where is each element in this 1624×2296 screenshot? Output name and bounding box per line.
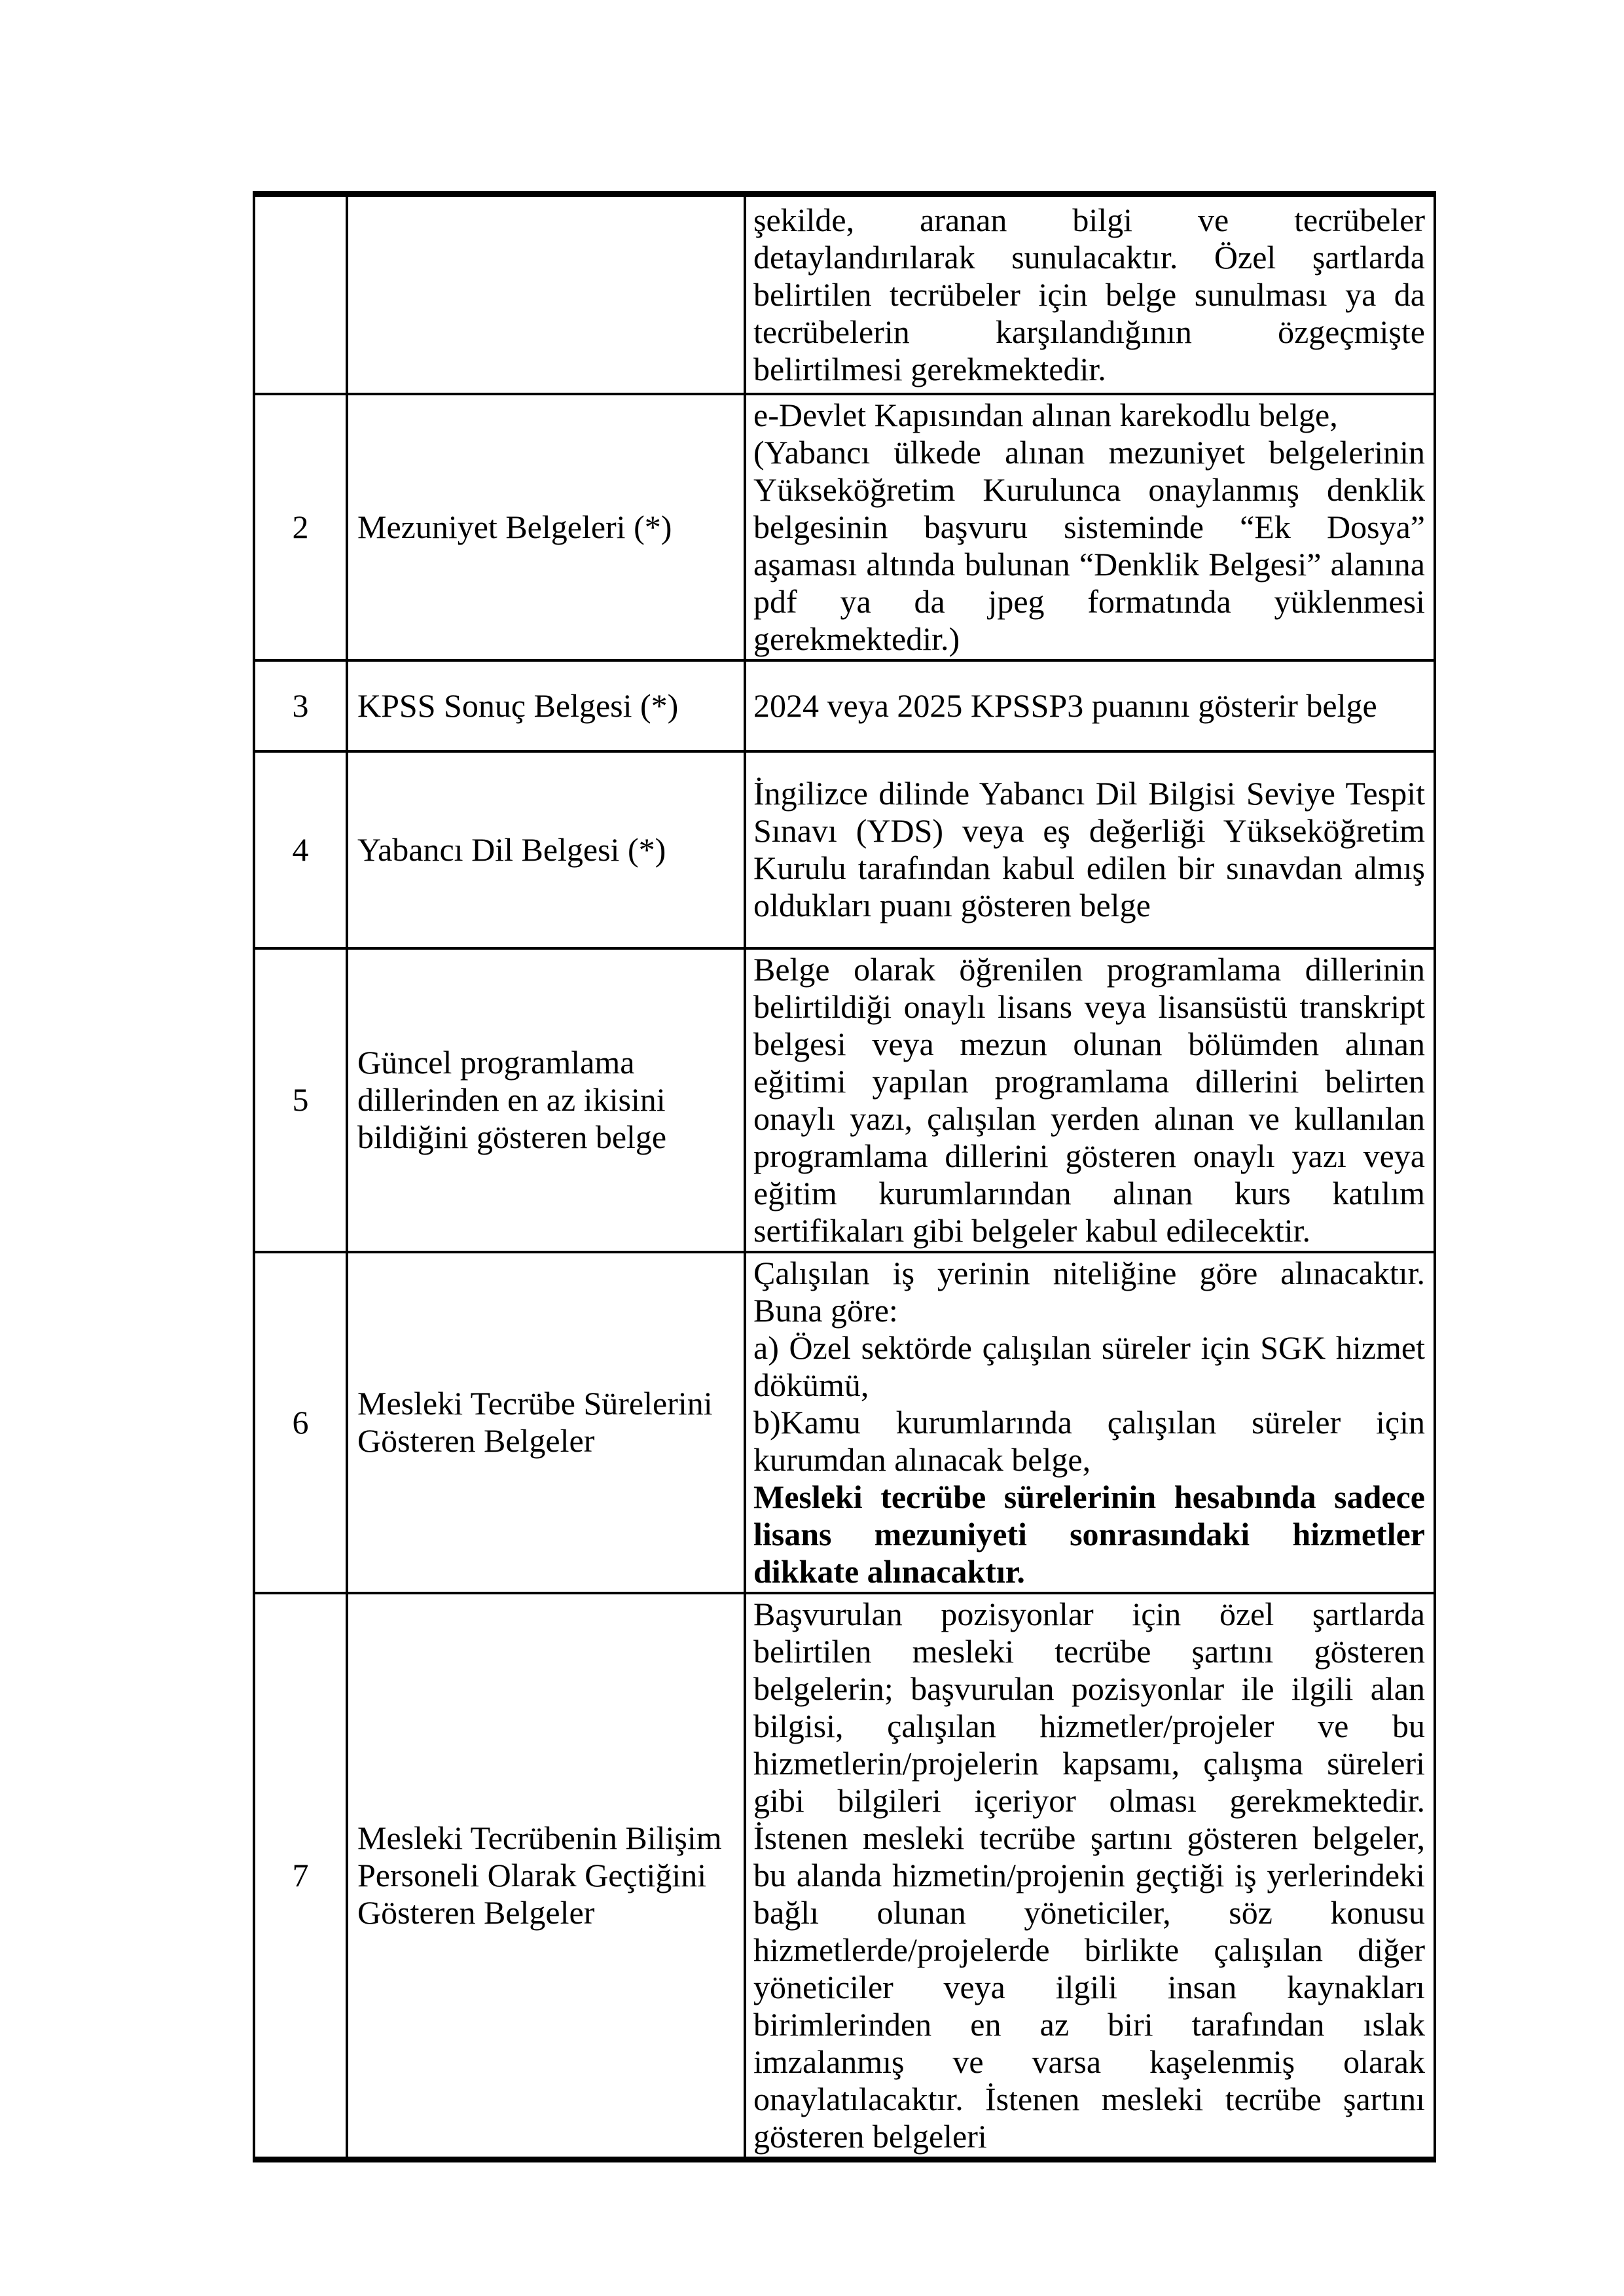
row-number-cell: 6 xyxy=(254,1252,347,1593)
document-name-cell: Güncel programlama dillerinden en az ikisini bildiğini gösteren belge xyxy=(347,948,745,1252)
row-number-cell: 4 xyxy=(254,751,347,948)
row-number-cell: 2 xyxy=(254,394,347,660)
table-row xyxy=(254,194,1435,394)
table-row xyxy=(254,1252,1435,1593)
document-name-cell: Mezuniyet Belgeleri (*) xyxy=(347,394,745,660)
document-description-cell xyxy=(745,394,1435,660)
table-row xyxy=(254,948,1435,1252)
description-paragraph: a) Özel sektörde çalışılan süreler için SGK hizmet dökümü, xyxy=(753,1329,1425,1403)
table-row xyxy=(254,394,1435,660)
table-row xyxy=(254,1593,1435,2160)
document-description-cell xyxy=(745,194,1435,394)
document-description-cell xyxy=(745,660,1435,751)
document-name-cell: Mesleki Tecrübe Sürelerini Gösteren Belgeler xyxy=(347,1252,745,1593)
document-name-cell: Mesleki Tecrübenin Bilişim Personeli Olarak Geçtiğini Gösteren Belgeler xyxy=(347,1593,745,2160)
table-body xyxy=(254,194,1435,2160)
row-number-cell: 3 xyxy=(254,660,347,751)
document-description-cell xyxy=(745,948,1435,1252)
document-description-cell xyxy=(745,1252,1435,1593)
description-paragraph: e-Devlet Kapısından alınan karekodlu belge, xyxy=(753,396,1338,433)
description-paragraph: şekilde, aranan bilgi ve tecrübeler detaylandırılarak sunulacaktır. Özel şartlarda belirtilen tecrübeler için belge sunulması ya da tecrübelerin karşılandığının özgeçmişte belirtilmesi gerekmektedir. xyxy=(753,201,1425,387)
description-paragraph: İngilizce dilinde Yabancı Dil Bilgisi Seviye Tespit Sınavı (YDS) veya eş değerliği Yükseköğretim Kurulu tarafından kabul edilen bir sınavdan almış oldukları puanı gösteren belge xyxy=(753,775,1425,924)
row-number-cell: 7 xyxy=(254,1593,347,2160)
description-paragraph: Mesleki tecrübe sürelerinin hesabında sadece lisans mezuniyeti sonrasındaki hizmetler dikkate alınacaktır. xyxy=(753,1478,1425,1590)
description-paragraph: (Yabancı ülkede alınan mezuniyet belgelerinin Yükseköğretim Kurulunca onaylanmış denklik belgesinin başvuru sisteminde “Ek Dosya” aşaması altında bulunan “Denklik Belgesi” alanına pdf ya da jpeg formatında yüklenmesi gerekmektedir.) xyxy=(753,433,1425,657)
required-documents-table xyxy=(253,191,1436,2162)
document-description-cell xyxy=(745,751,1435,948)
row-number-cell xyxy=(254,194,347,394)
table-row xyxy=(254,660,1435,751)
description-paragraph: Belge olarak öğrenilen programlama dillerinin belirtildiği onaylı lisans veya lisansüstü transkript belgesi veya mezun olunan bölümden alınan eğitimi yapılan programlama dillerini belirten onaylı yazı, çalışılan yerden alınan ve kullanılan programlama dillerini gösteren onaylı yazı veya eğitim kurumlarından alınan kurs katılım sertifikaları gibi belgeler kabul edilecektir. xyxy=(753,950,1425,1249)
document-name-cell: Yabancı Dil Belgesi (*) xyxy=(347,751,745,948)
description-paragraph: 2024 veya 2025 KPSSP3 puanını gösterir belge xyxy=(753,687,1377,724)
description-paragraph: Başvurulan pozisyonlar için özel şartlarda belirtilen mesleki tecrübe şartını gösteren belgelerin; başvurulan pozisyonlar ile ilgili alan bilgisi, çalışılan hizmetler/projeler ve bu hizmetlerin/projelerin kapsamı, çalışma süreleri gibi bilgileri içeriyor olması gerekmektedir. İstenen mesleki tecrübe şartını gösteren belgeler, bu alanda hizmetin/projenin geçtiği iş yerlerindeki bağlı olunan yöneticiler, söz konusu hizmetlerde/projelerde birlikte çalışılan diğer yöneticiler veya ilgili insan kaynakları birimlerinden en az biri tarafından ıslak imzalanmış ve varsa kaşelenmiş olarak onaylatılacaktır. İstenen mesleki tecrübe şartını gösteren belgeleri xyxy=(753,1595,1425,2155)
description-paragraph: b)Kamu kurumlarında çalışılan süreler için kurumdan alınacak belge, xyxy=(753,1403,1425,1478)
table-row xyxy=(254,751,1435,948)
document-description-cell xyxy=(745,1593,1435,2160)
description-paragraph: Çalışılan iş yerinin niteliğine göre alınacaktır. Buna göre: xyxy=(753,1254,1425,1329)
document-name-cell: KPSS Sonuç Belgesi (*) xyxy=(347,660,745,751)
row-number-cell: 5 xyxy=(254,948,347,1252)
document-name-cell xyxy=(347,194,745,394)
